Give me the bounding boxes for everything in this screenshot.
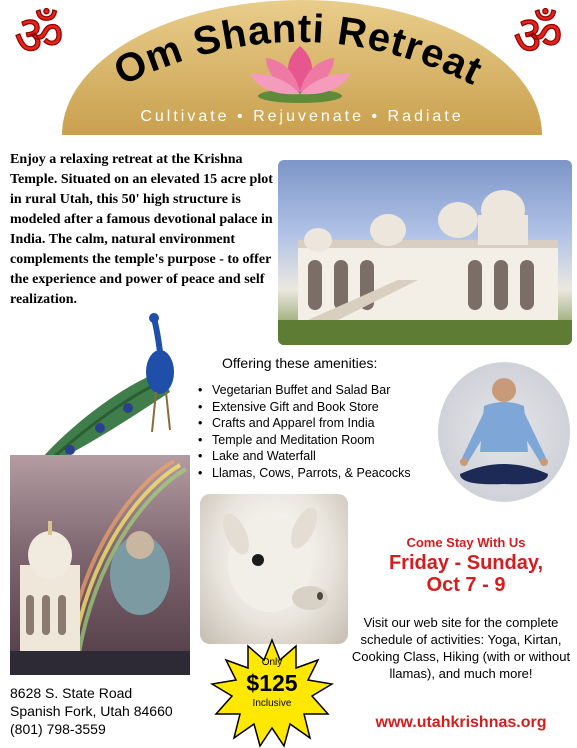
intro-paragraph: Enjoy a relaxing retreat at the Krishna Temple. Situated on an elevated 15 acre plot in rural Utah, this 50' high structure is modeled after a famous devotional palace in India. The calm, natural environment complements the temple's purpose - to offer the experience and power of peace and self realization. <box>10 152 273 307</box>
list-item: • Lake and Waterfall <box>198 449 316 463</box>
event-days: Friday - Sunday, <box>388 552 544 574</box>
yoga-photo <box>438 362 570 502</box>
temple-rainbow-photo <box>10 455 190 675</box>
list-item: • Crafts and Apparel from India <box>198 416 375 430</box>
svg-text:ॐ: ॐ <box>14 4 64 64</box>
page-title: Om Shanti Retreat <box>107 6 490 94</box>
price-inclusive-label: Inclusive <box>252 698 292 709</box>
bullet-icon: • <box>198 432 203 447</box>
om-icon <box>503 4 573 64</box>
llama-photo <box>200 494 348 644</box>
price-only-label: Only <box>261 657 283 668</box>
address-block <box>10 684 173 738</box>
svg-text:ॐ: ॐ <box>513 4 563 64</box>
om-icon <box>4 4 74 64</box>
phone-number: (801) 798-3559 <box>10 721 106 737</box>
website-link[interactable]: www.utahkrishnas.org <box>375 714 547 731</box>
event-date-range: Oct 7 - 9 <box>426 574 506 596</box>
list-item: • Extensive Gift and Book Store <box>198 399 379 414</box>
event-dates <box>366 552 566 596</box>
list-item: • Vegetarian Buffet and Salad Bar <box>198 383 391 397</box>
amenities-title: Offering these amenities: <box>222 355 378 371</box>
web-info-text: Visit our web site for the complete schedule of activities: Yoga, Kirtan, Cooking Class, Hiking (with or without llamas), and much more! <box>351 615 571 681</box>
price-amount: $125 <box>246 670 298 696</box>
temple-photo <box>278 160 572 345</box>
address-street: 8628 S. State Road <box>10 685 133 701</box>
list-item: • Temple and Meditation Room <box>198 432 375 447</box>
tagline: Cultivate • Rejuvenate • Radiate <box>140 108 464 125</box>
bullet-icon: • <box>198 416 203 430</box>
come-stay-heading: Come Stay With Us <box>406 535 526 550</box>
bullet-icon: • <box>198 465 203 480</box>
bullet-icon: • <box>198 399 203 414</box>
amenities-list <box>198 382 411 481</box>
bullet-icon: • <box>198 383 203 397</box>
bullet-icon: • <box>198 449 203 463</box>
address-city: Spanish Fork, Utah 84660 <box>10 703 173 719</box>
lotus-icon <box>250 46 350 103</box>
list-item: • Llamas, Cows, Parrots, & Peacocks <box>198 465 411 480</box>
